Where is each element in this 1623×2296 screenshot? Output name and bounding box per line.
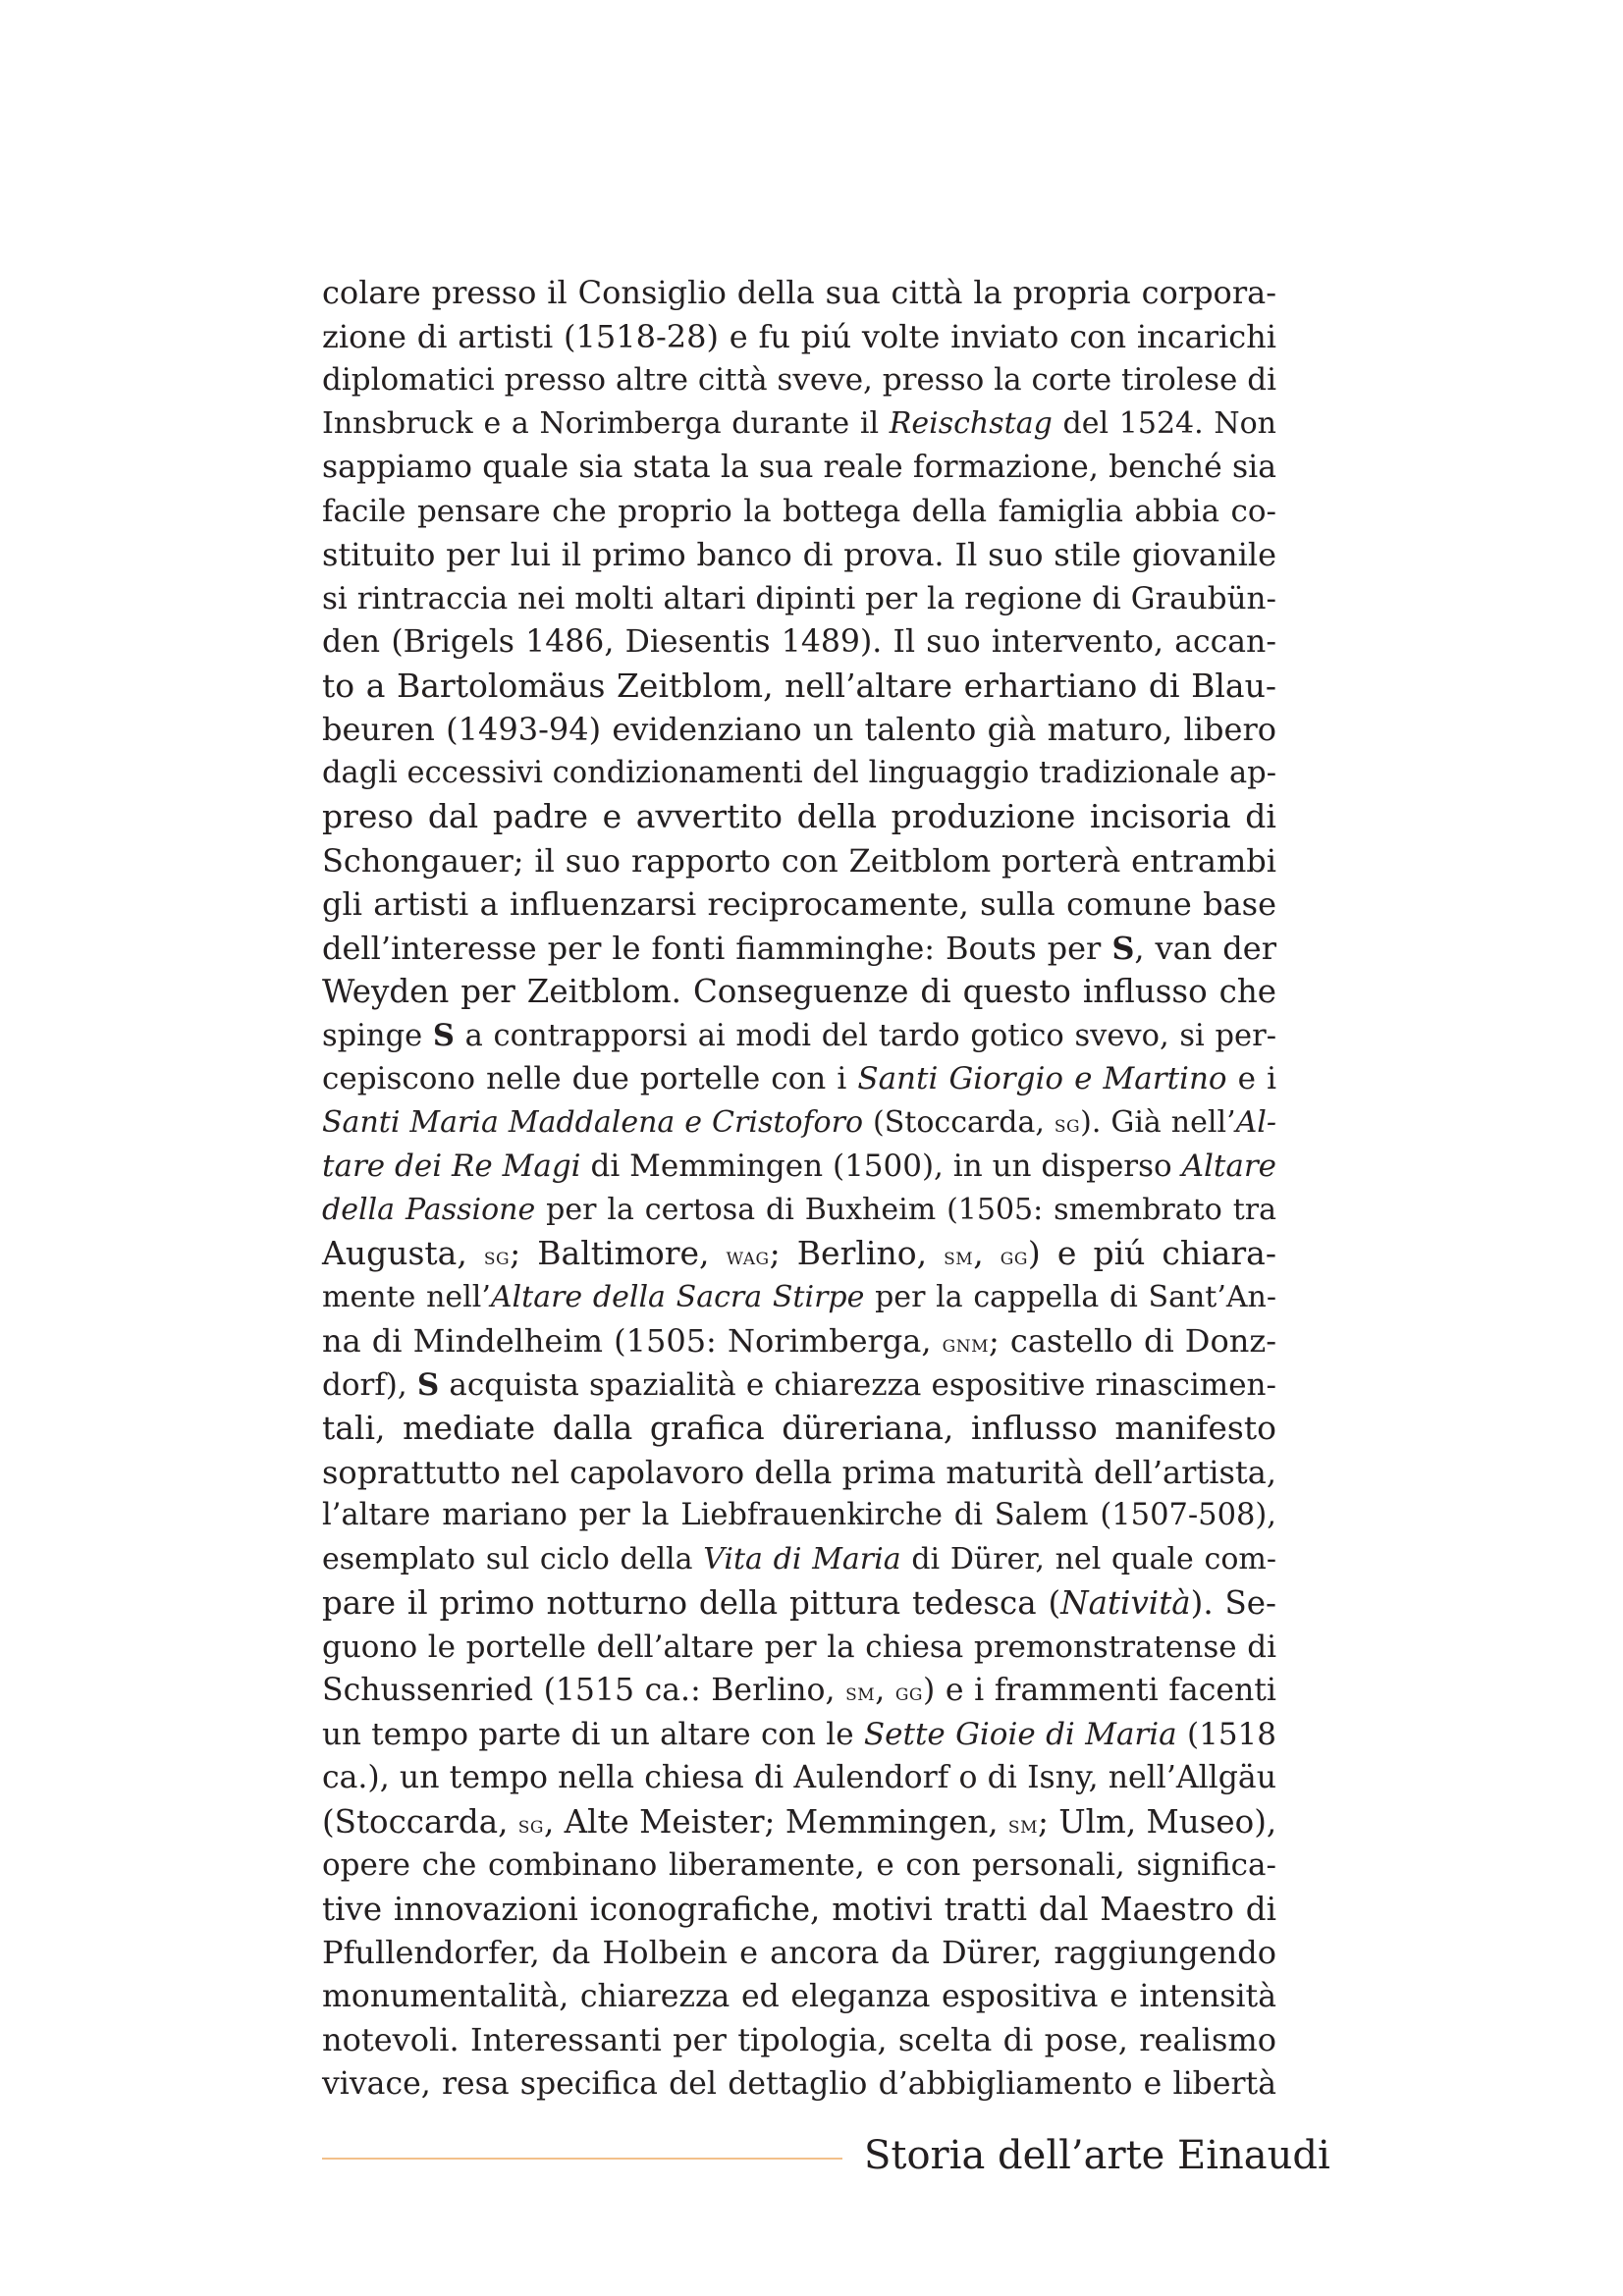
- text-line: vivace, resa specifica del dettaglio d’abbigliamento e libertà: [322, 2065, 1276, 2102]
- text-line: Santi Maria Maddalena e Cristoforo (Stoccarda, sg). Già nell’Al-: [322, 1104, 1277, 1140]
- text-line: monumentalità, chiarezza ed eleganza espositiva e intensità: [322, 1978, 1276, 2014]
- text-line: dagli eccessivi condizionamenti del linguaggio tradizionale ap-: [322, 755, 1276, 790]
- text-line: Augusta, sg; Baltimore, wag; Berlino, sm, gg) e piú chiara-: [322, 1234, 1276, 1272]
- artwork-title: Altare della Sacra Stirpe: [490, 1279, 865, 1314]
- text-line: tive innovazioni iconografiche, motivi tratti dal Maestro di: [322, 1890, 1276, 1928]
- text-line: (Stoccarda, sg, Alte Meister; Memmingen, sm; Ulm, Museo),: [322, 1802, 1277, 1841]
- artwork-title: della Passione: [322, 1192, 536, 1227]
- text-line: un tempo parte di un altare con le Sette Gioie di Maria (1518: [322, 1716, 1277, 1752]
- text-line: dorf), S acquista spazialità e chiarezza espositive rinascimen-: [322, 1366, 1276, 1403]
- museum-abbr: gg: [1000, 1243, 1028, 1270]
- text-line: colare presso il Consiglio della sua città la propria corpora-: [322, 274, 1276, 311]
- artist-initial: S: [1111, 929, 1135, 967]
- museum-abbr: sm: [1007, 1810, 1038, 1839]
- text-line: mente nell’Altare della Sacra Stirpe per la cappella di Sant’An-: [322, 1279, 1277, 1314]
- museum-abbr: sm: [944, 1243, 974, 1270]
- text-line: soprattutto nel capolavoro della prima maturità dell’artista,: [322, 1453, 1276, 1491]
- text-line: spinge S a contrapporsi ai modi del tardo gotico svevo, si per-: [322, 1017, 1276, 1053]
- text-line: beuren (1493-94) evidenziano un talento già maturo, libero: [322, 711, 1276, 748]
- footer-divider: [322, 2158, 842, 2160]
- text-line: den (Brigels 1486, Diesentis 1489). Il suo intervento, accan-: [322, 624, 1276, 660]
- artwork-title: Altare: [1181, 1148, 1276, 1184]
- text-line: opere che combinano liberamente, e con personali, significa-: [322, 1847, 1276, 1883]
- italic-term: Reischstag: [889, 405, 1053, 441]
- text-line: gli artisti a influenzarsi reciprocamente, sulla comune base: [322, 885, 1276, 923]
- text-line: preso dal padre e avvertito della produzione incisoria di: [322, 797, 1276, 835]
- text-line: to a Bartolomäus Zeitblom, nell’altare erhartiano di Blau-: [322, 666, 1276, 705]
- artwork-title: Sette Gioie di Maria: [863, 1716, 1177, 1752]
- artwork-title: Vita di Maria: [703, 1541, 901, 1576]
- text-line: tali, mediate dalla grafica düreriana, influsso manifesto: [322, 1409, 1276, 1447]
- text-line: sappiamo quale sia stata la sua reale formazione, benché sia: [322, 450, 1276, 485]
- artwork-title: Santi Maria Maddalena e Cristoforo: [322, 1104, 864, 1140]
- museum-abbr: sm: [845, 1679, 876, 1706]
- text-line: notevoli. Interessanti per tipologia, scelta di pose, realismo: [322, 2021, 1276, 2058]
- artwork-title: Santi Giorgio e Martino: [857, 1061, 1227, 1096]
- artwork-title: tare dei Re Magi: [322, 1148, 581, 1184]
- text-line: Schussenried (1515 ca.: Berlino, sm, gg) e i frammenti facenti: [322, 1673, 1277, 1708]
- museum-abbr: gg: [894, 1679, 923, 1706]
- body-text: [322, 271, 1276, 2106]
- text-line: guono le portelle dell’altare per la chiesa premonstratense di: [322, 1629, 1276, 1665]
- museum-abbr: sg: [1054, 1109, 1081, 1138]
- text-line: dell’interesse per le fonti fiamminghe: Bouts per S, van der: [322, 929, 1277, 967]
- text-line: Pfullendorfer, da Holbein e ancora da Dürer, raggiungendo: [322, 1934, 1276, 1971]
- museum-abbr: gnm: [942, 1330, 990, 1358]
- text-line: na di Mindelheim (1505: Norimberga, gnm; castello di Donz-: [322, 1322, 1276, 1360]
- artwork-title: Al-: [1235, 1104, 1277, 1140]
- text-line: esemplato sul ciclo della Vita di Maria di Dürer, nel quale com-: [322, 1541, 1276, 1576]
- text-line: cepiscono nelle due portelle con i Santi Giorgio e Martino e i: [322, 1061, 1277, 1096]
- text-line: stituito per lui il primo banco di prova. Il suo stile giovanile: [322, 536, 1276, 573]
- text-line: della Passione per la certosa di Buxheim (1505: smembrato tra: [322, 1192, 1276, 1227]
- text-line: Innsbruck e a Norimberga durante il Reischstag del 1524. Non: [322, 405, 1276, 441]
- text-line: facile pensare che proprio la bottega della famiglia abbia co-: [322, 493, 1276, 529]
- footer-title: Storia dell’arte Einaudi: [864, 2133, 1330, 2178]
- museum-abbr: wag: [726, 1243, 770, 1270]
- text-line: tare dei Re Magi di Memmingen (1500), in un disperso Altare: [322, 1148, 1276, 1184]
- text-line: pare il primo notturno della pittura tedesca (Natività). Se-: [322, 1584, 1276, 1622]
- artwork-title: Natività: [1060, 1584, 1191, 1622]
- museum-abbr: sg: [483, 1243, 511, 1270]
- artist-initial: S: [432, 1017, 455, 1053]
- artist-initial: S: [416, 1366, 440, 1403]
- text-line: l’altare mariano per la Liebfrauenkirche di Salem (1507-508),: [322, 1498, 1276, 1532]
- museum-abbr: sg: [517, 1810, 544, 1839]
- text-line: Schongauer; il suo rapporto con Zeitblom porterà entrambi: [322, 841, 1276, 880]
- text-line: Weyden per Zeitblom. Conseguenze di questo influsso che: [322, 973, 1276, 1010]
- text-line: si rintraccia nei molti altari dipinti per la regione di Graubün-: [322, 580, 1276, 616]
- text-line: ca.), un tempo nella chiesa di Aulendorf o di Isny, nell’Allgäu: [322, 1760, 1276, 1795]
- text-line: diplomatici presso altre città sveve, presso la corte tirolese di: [322, 362, 1276, 398]
- text-line: zione di artisti (1518-28) e fu piú volte inviato con incarichi: [322, 317, 1276, 355]
